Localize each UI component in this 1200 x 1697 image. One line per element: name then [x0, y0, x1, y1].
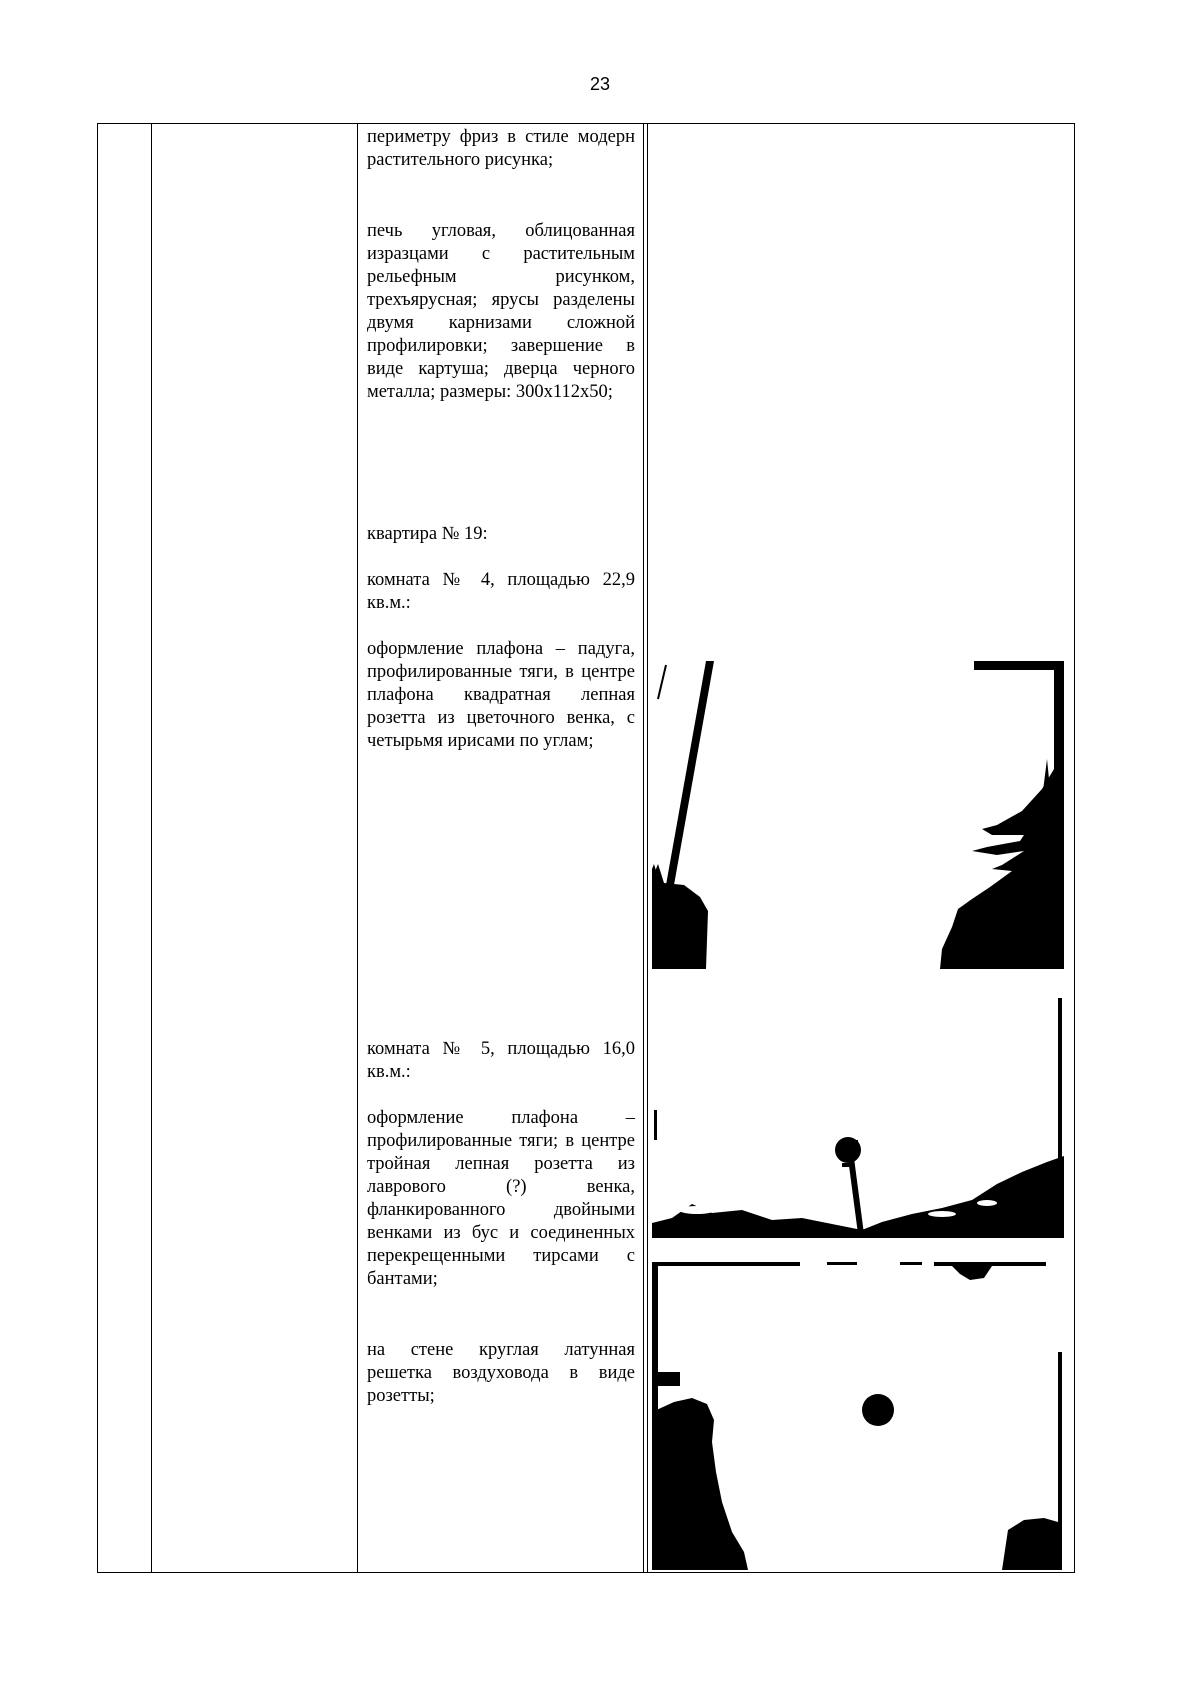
- ceiling-photo-room-4: [652, 659, 1064, 969]
- column-divider: [643, 124, 644, 1572]
- description-paragraph: оформление плафона – профилированные тяги; в центре тройная лепная розетта из лаврового (?) венка, фланкированного двойными венками из бус и соединенных перекрещенными тирсами с бантами;: [367, 1108, 635, 1289]
- description-paragraph: на стене круглая латунная решетка воздуховода в виде розетты;: [367, 1340, 635, 1406]
- ceiling-photo-room-5: [652, 998, 1064, 1238]
- wall-vent-photo: [652, 1262, 1064, 1570]
- page-number: 23: [589, 74, 611, 94]
- description-paragraph: комната № 4, площадью 22,9 кв.м.:: [367, 570, 635, 613]
- description-paragraph: квартира № 19:: [367, 524, 488, 544]
- description-paragraph: периметру фриз в стиле модерн растительного рисунка;: [367, 127, 635, 170]
- description-paragraph: печь угловая, облицованная изразцами с растительным рельефным рисунком, трехъярусная; ярусы разделены двумя карнизами сложной профилировки; завершение в виде картуша; дверца черного металла; размеры: 300х112х50;: [367, 221, 635, 402]
- column-divider: [357, 124, 358, 1572]
- description-paragraph: комната № 5, площадью 16,0 кв.м.:: [367, 1039, 635, 1082]
- description-paragraph: оформление плафона – падуга, профилированные тяги, в центре плафона квадратная лепная розетта из цветочного венка, с четырьмя ирисами по углам;: [367, 639, 635, 751]
- column-divider: [151, 124, 152, 1572]
- column-divider: [647, 124, 648, 1572]
